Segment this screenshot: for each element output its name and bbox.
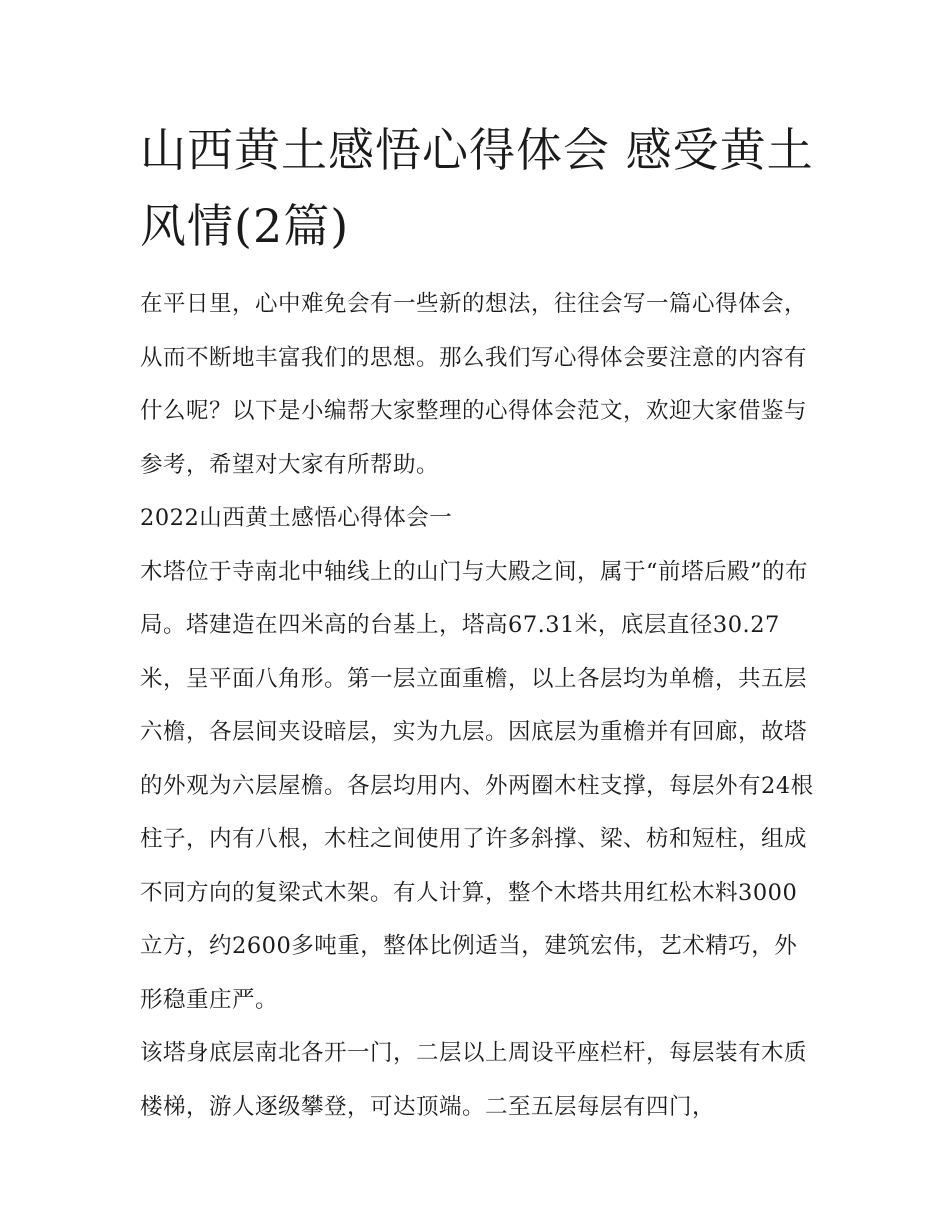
document-page — [140, 112, 815, 1134]
body-paragraph-1: 木塔位于寺南北中轴线上的山门与大殿之间，属于“前塔后殿”的布局。塔建造在四米高的台基上，塔高67.31米，底层直径30.27米，呈平面八角形。第一层立面重檐，以上各层均为单檐，共五层六檐，各层间夹设暗层，实为九层。因底层为重檐并有回廊，故塔的外观为六层屋檐。各层均用内、外两圈木柱支撑，每层外有24根柱子，内有八根，木柱之间使用了许多斜撑、梁、枋和短柱，组成不同方向的复梁式木架。有人计算，整个木塔共用红松木料3000立方，约2600多吨重，整体比例适当，建筑宏伟，艺术精巧，外形稳重庄严。 — [140, 558, 814, 1013]
body-paragraph-2: 该塔身底层南北各开一门，二层以上周设平座栏杆，每层装有木质楼梯，游人逐级攀登，可达顶端。二至五层每层有四门， — [140, 1040, 808, 1120]
section-heading: 2022山西黄土感悟心得体会一 — [140, 505, 453, 531]
intro-paragraph: 在平日里，心中难免会有一些新的想法，往往会写一篇心得体会，从而不断地丰富我们的思想。那么我们写心得体会要注意的内容有什么呢？以下是小编帮大家整理的心得体会范文，欢迎大家借鉴与参考，希望对大家有所帮助。 — [140, 291, 808, 478]
document-title: 山西黄土感悟心得体会 感受黄土风情(2篇) — [140, 123, 814, 253]
